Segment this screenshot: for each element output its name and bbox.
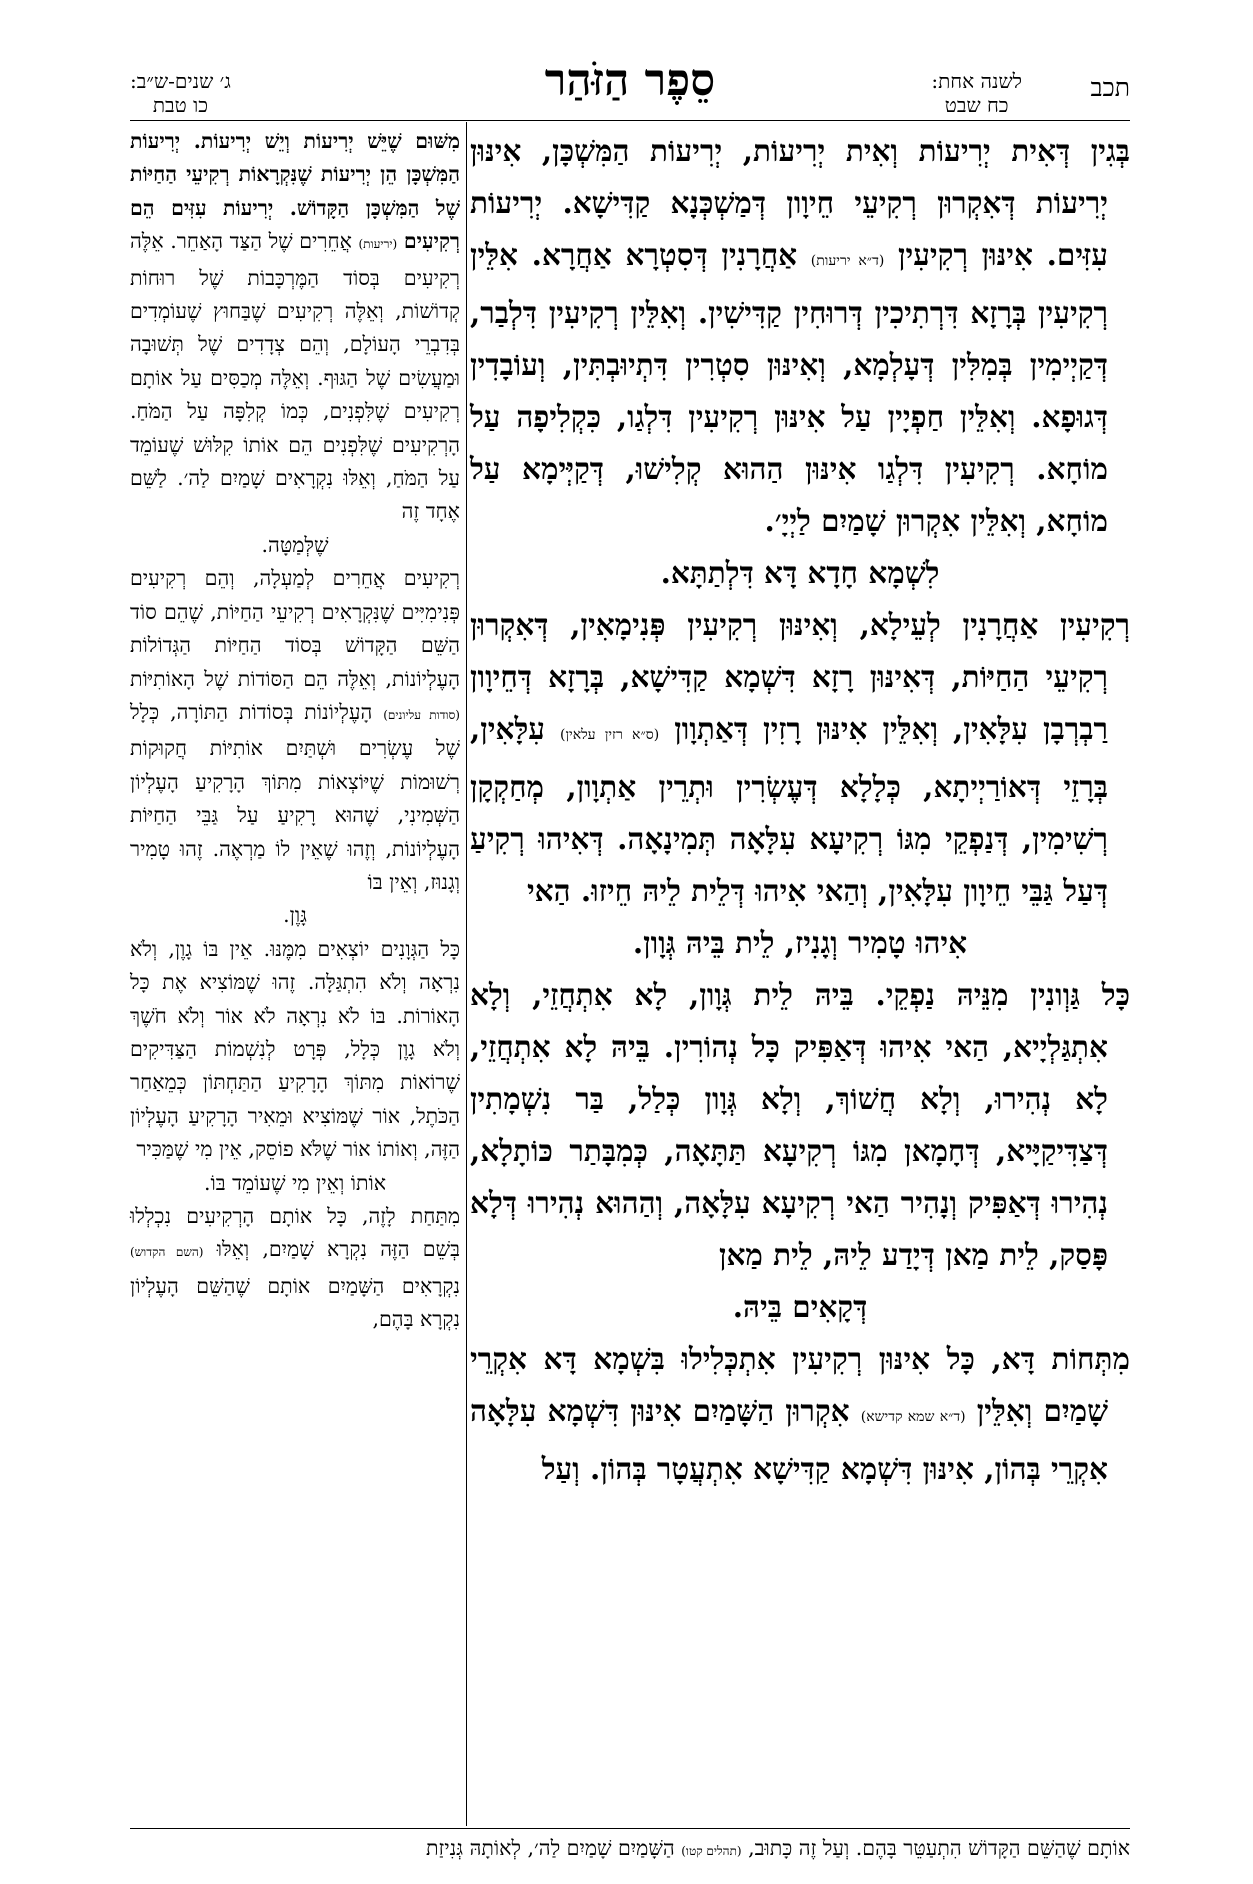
variant-note: (ד״א יריעות)	[810, 253, 885, 269]
variant-note: (ס״א רזין עלאין)	[560, 727, 660, 743]
main-paragraph-2	[470, 599, 1130, 917]
main-paragraph-3	[470, 969, 1130, 1281]
book-title: סֵפֶר הַזֹּהַר	[544, 55, 716, 106]
side-text: הָעֶלְיוֹנוֹת בְּסוֹדוֹת הַתּוֹרָה, כְּלָל שֶׁל עֶשְׂרִים וּשְׁתַּיִם אוֹתִיּוֹת חֲקוּקוֹת רְשׁוּמוֹת שֶׁיּוֹצְאוֹת מִתּוֹךְ הָרָקִיעַ הָעֶלְיוֹן הַשְּׁמִינִי, שֶׁהוּא רָקִיעַ עַל גַּבֵּי הַחַיּוֹת הָעֶלְיוֹנוֹת, וְזֶהוּ שֶׁאֵין לוֹ מַרְאֶה. זֶהוּ טָמִיר וְגָנוּז, וְאֵין בּוֹ	[130, 699, 460, 894]
side-paragraph-3	[130, 933, 460, 1167]
footer-text-2: הַשָּׁמַיִם שָׁמַיִם לַה׳, לְאוֹתָהּ גְּנִיזַת	[426, 1836, 675, 1860]
schedule-right-line2: כח שבט	[944, 93, 1009, 117]
page-number: תכב	[1090, 73, 1130, 102]
side-paragraph-1-end: שֶׁלְּמַטָּה.	[261, 532, 329, 557]
schedule-left	[130, 69, 231, 117]
side-note: (השם הקדוש)	[130, 1245, 204, 1260]
side-paragraph-4	[130, 1200, 460, 1337]
main-paragraph-1	[470, 125, 1130, 547]
variant-note: (ד״א שמא קדישא)	[860, 1409, 966, 1425]
main-paragraph-1-end: לִשְׁמָא חָדָא דָּא דִּלְתַתָּא.	[660, 555, 940, 590]
main-text: בְּגִין דְּאִית יְרִיעוֹת וְאִית יְרִיעוֹת, יְרִיעוֹת הַמִּשְׁכָּן, אִינּוּן יְרִיעוֹת דְּאִקְרוּן רְקִיעֵי חֵיוָון דְּמַשְׁכְּנָא קַדִּישָׁא. יְרִיעוֹת עִזִּים. אִינּוּן רְקִיעִין	[470, 133, 1130, 272]
side-paragraph-2	[130, 562, 460, 899]
page-footer	[130, 1836, 1130, 1861]
side-note: (יריעות)	[358, 237, 398, 252]
header-divider	[130, 120, 1130, 121]
main-paragraph-2-end: אִיהוּ טָמִיר וְגָנִיז, לֵית בֵּיהּ גְּוָון.	[632, 925, 968, 960]
schedule-left-line2: כו טבת	[152, 93, 209, 117]
footer-text: אוֹתָם שֶׁהַשֵּׁם הַקָּדוֹשׁ הִתְעַטֵּר בָּהֶם. וְעַל זֶה כָּתוּב,	[748, 1836, 1130, 1860]
footer-divider	[130, 1828, 1130, 1829]
main-text: מִתְּחוֹת דָּא, כָּל אִינּוּן רְקִיעִין אִתְכְּלִילוּ בִּשְׁמָא דָּא אִקְרֵי שָׁמַיִם וְאִלֵּין	[470, 1341, 1130, 1428]
side-note: (סודות עליונים)	[383, 707, 460, 722]
side-text: כָּל הַגְּוָנִים יוֹצְאִים מִמֶּנּוּ. אֵין בּוֹ גָוֶן, וְלֹא נִרְאָה וְלֹא הִתְגַּלָּה. זֶהוּ שֶׁמּוֹצִיא אֶת כָּל הָאוֹרוֹת. בּוֹ לֹא נִרְאָה לֹא אוֹר וְלֹא חֹשֶׁךְ וְלֹא גָוֶן כְּלָל, פְּרָט לְנִשְׁמוֹת הַצַּדִּיקִים שֶׁרוֹאוֹת מִתּוֹךְ הָרָקִיעַ הַתַּחְתּוֹן כְּמֵאַחַר הַכֹּתֶל, אוֹר שֶׁמּוֹצִיא וּמֵאִיר הָרָקִיעַ הָעֶלְיוֹן הַזֶּה, וְאוֹתוֹ אוֹר שֶׁלֹּא פוֹסֵק, אֵין מִי שֶׁמַּכִּיר	[130, 936, 460, 1162]
main-paragraph-3-end: דְּקָאִים בֵּיהּ.	[732, 1289, 868, 1324]
main-text: עִלָּאִין, בְּרָזֵי דְּאוֹרַיְיתָא, כְּלָלָא דְּעֶשְׂרִין וּתְרֵין אַתְוָון, מְחַקְקָן רְשִׁימִין, דְּנַפְקֵי מִגּוֹ רְקִיעָא עִלָּאָה תְּמִינָאָה. דְּאִיהוּ רְקִיעַ דְּעַל גַּבֵּי חֵיוָון עִלָּאִין, וְהַאי אִיהוּ דְּלֵית לֵיהּ חֵיזוּ. הַאי	[470, 711, 1108, 908]
schedule-left-line1: ג׳ שנים-ש״ב:	[130, 69, 231, 93]
side-text: אֲחֵרִים שֶׁל הַצַּד הָאַחֵר. אֵלֶּה רְקִיעִים בְּסוֹד הַמֶּרְכָּבוֹת שֶׁל רוּחוֹת קְדוֹשׁוֹת, וְאֵלֶּה רְקִיעִים שֶׁבַּחוּץ שֶׁעוֹמְדִים בְּדִבְרֵי הָעוֹלָם, וְהֵם צְדָדִים שֶׁל תְּשׁוּבָה וּמַעֲשִׂים שֶׁל הַגּוּף. וְאֵלֶּה מְכַסִּים עַל אוֹתָם רְקִיעִים שֶׁלִּפְנִים, כְּמוֹ קְלִפָּה עַל הַמֹּחַ. הָרְקִיעִים שֶׁלִּפְנִים הֵם אוֹתוֹ קִלּוּשׁ שֶׁעוֹמֵד עַל הַמֹּחַ, וְאֵלּוּ נִקְרָאִים שָׁמַיִם לַה׳. לַשֵּׁם אֶחָד זֶה	[130, 229, 460, 524]
main-text: כָּל גַּוְונִין מִנֵּיהּ נַפְקֵי. בֵּיהּ לֵית גְּוָון, לָא אִתְחֲזֵי, וְלָא אִתְגַּלְיָיא, הַאי אִיהוּ דְּאַפִּיק כָּל נְהוֹרִין. בֵּיהּ לָא אִתְחֲזֵי, לָא נְהִירוּ, וְלָא חֲשׁוֹךְ, וְלָא גְּוָון כְּלַל, בַּר נִשְׁמָתִין דְּצַדִּיקַיָּיא, דְּחָמָאן מִגּוֹ רְקִיעָא תַּתָּאָה, כְּמִבָּתַר כּוֹתָלָא, נְהִירוּ דְּאַפִּיק וְנָהִיר הַאי רְקִיעָא עִלָּאָה, וְהַהוּא נְהִירוּ דְּלָא פָּסַק, לֵית מַאן דְּיָדַע לֵיהּ, לֵית מַאן	[470, 977, 1130, 1272]
side-paragraph-1	[130, 125, 460, 529]
main-paragraph-4	[470, 1333, 1130, 1495]
footer-note: (תהלים קטו)	[681, 1844, 742, 1858]
side-text: רְקִיעִים אֲחֵרִים לְמַעְלָה, וְהֵם רְקִיעִים פְּנִימִיִּים שֶׁנִּקְרָאִים רְקִיעֵי הַחַיּוֹת, שֶׁהֵם סוֹד הַשֵּׁם הַקָּדוֹשׁ בְּסוֹד הַחַיּוֹת הַגְּדוֹלוֹת הָעֶלְיוֹנוֹת, וְאֵלֶּה הֵם הַסּוֹדוֹת שֶׁל הָאוֹתִיּוֹת	[130, 566, 460, 691]
side-text: מִתַּחַת לָזֶה, כָּל אוֹתָם הָרְקִיעִים נִכְלְלוּ בְּשֵׁם הַזֶּה נִקְרָא שָׁמַיִם, וְאֵלּוּ	[130, 1204, 460, 1262]
schedule-right-line1: לשנה אחת:	[931, 69, 1022, 93]
side-text: מִשּׁוּם שֶׁיֵּשׁ יְרִיעוֹת וְיֵשׁ יְרִיעוֹת. יְרִיעוֹת הַמִּשְׁכָּן הֵן יְרִיעוֹת שֶׁנִּקְרָאוֹת רְקִיעֵי הַחַיּוֹת שֶׁל הַמִּשְׁכָּן הַקָּדוֹשׁ. יְרִיעוֹת עִזִּים הֵם רְקִיעִים	[130, 129, 460, 254]
main-text: אִקְרוּן הַשָּׁמַיִם אִינּוּן דִּשְׁמָא עִלָּאָה אִקְרֵי בְּהוֹן, אִינּוּן דִּשְׁמָא קַדִּישָׁא אִתְעֲטָר בְּהוֹן. וְעַל	[470, 1393, 1108, 1486]
hebrew-translation-column	[130, 125, 460, 1825]
side-text: נִקְרָאִים הַשָּׁמַיִם אוֹתָם שֶׁהַשֵּׁם הָעֶלְיוֹן נִקְרָא בָּהֶם,	[130, 1273, 460, 1332]
column-divider	[466, 122, 467, 1826]
main-text: רְקִיעִין אַחֲרָנִין לְעֵילָא, וְאִינּוּן רְקִיעִין פְּנִימָאִין, דְּאִקְרוּן רְקִיעֵי הַחַיּוֹת, דְּאִינּוּן רָזָא דִּשְׁמָא קַדִּישָׁא, בְּרָזָא דְּחֵיוָון רַבְרְבָן עִלָּאִין, וְאִלֵּין אִינּוּן רָזִין דְּאַתְוָון	[470, 607, 1130, 746]
page-header	[130, 55, 1130, 115]
main-text: אַחֲרָנִין דְּסִטְרָא אַחֲרָא. אִלֵּין רְקִיעִין בְּרָזָא דִּרְתִיכִין דְּרוּחִין קַדִּישִׁין. וְאִלֵּין רְקִיעִין דִּלְבַר, דְּקַיְימִין בְּמִלִּין דְּעָלְמָא, וְאִינּוּן סִטְרִין דִּתְיוּבְתִּין, וְעוֹבָדִין דְּגוּפָא. וְאִלֵּין חַפְיָין עַל אִינּוּן רְקִיעִין דִּלְגַו, כִּקְלִיפָה עַל מוֹחָא. רְקִיעִין דִּלְגַו אִינּוּן הַהוּא קְלִישׁוּ, דְּקַיְּימָא עַל מוֹחָא, וְאִלֵּין אִקְרוּן שָׁמַיִם לַיְיָ׳.	[470, 237, 1108, 538]
aramaic-column	[470, 125, 1130, 1825]
side-paragraph-2-end: גָּוֶן.	[283, 903, 307, 928]
side-paragraph-3-end: אוֹתוֹ וְאֵין מִי שֶׁעוֹמֵד בּוֹ.	[203, 1170, 387, 1195]
